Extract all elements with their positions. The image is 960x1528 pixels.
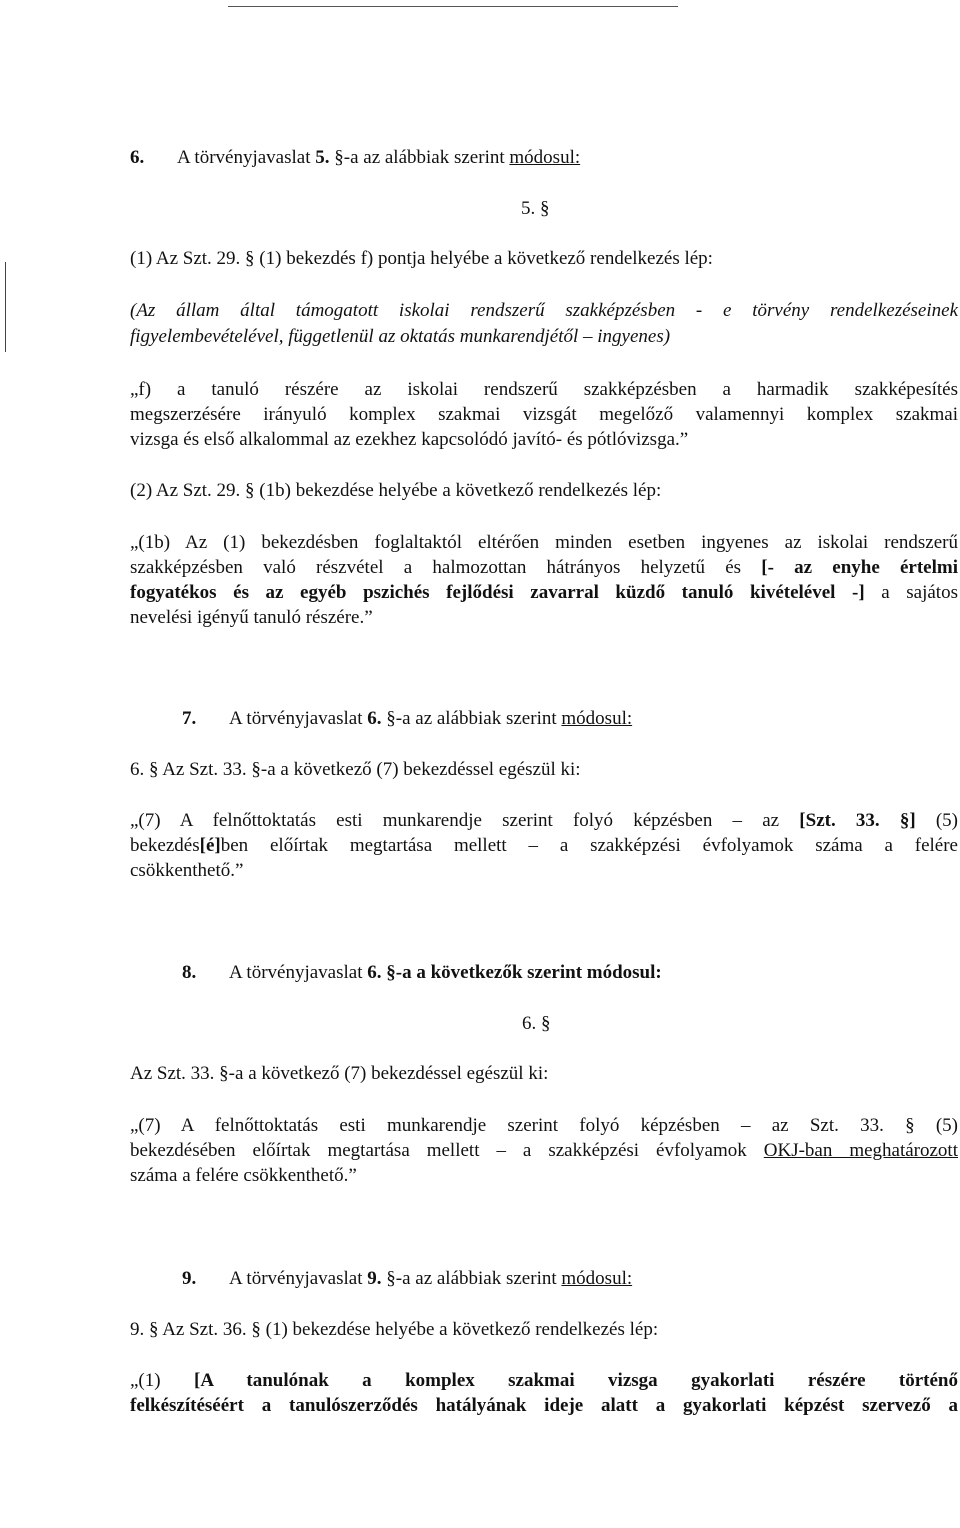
section-title: 5. § xyxy=(521,198,550,219)
amendment-text-line: bekezdésében előírtak megtartása mellett – a szakképzési évfolyamok OKJ-ban meghatározott xyxy=(130,1140,958,1161)
item-7-header: 7. A törvényjavaslat 6. §-a az alábbiak szerint módosul: xyxy=(182,706,632,732)
context-line: (Az állam által támogatott iskolai rendszerű szakképzésben - e törvény rendelkezéseinek xyxy=(130,300,958,321)
item-8-intro: Az Szt. 33. §-a a következő (7) bekezdéssel egészül ki: xyxy=(130,1063,549,1084)
item-number: 6. xyxy=(130,147,145,168)
amendment-text-line: „(7) A felnőttoktatás esti munkarendje szerint folyó képzésben – az Szt. 33. § (5) xyxy=(130,1115,958,1136)
amendment-text-line: száma a felére csökkenthető.” xyxy=(130,1165,357,1186)
scan-edge-line xyxy=(228,6,678,7)
paragraph-1-intro: (1) Az Szt. 29. § (1) bekezdés f) pontja helyébe a következő rendelkezés lép: xyxy=(130,248,713,269)
amendment-text-line: „(1b) Az (1) bekezdésben foglaltaktól eltérően minden esetben ingyenes az iskolai rendszerű xyxy=(130,532,958,553)
amendment-text-line: bekezdés[é]ben előírtak megtartása mellett – a szakképzési évfolyamok száma a felére xyxy=(130,835,958,856)
item-9-header: 9. A törvényjavaslat 9. §-a az alábbiak szerint módosul: xyxy=(182,1266,632,1292)
amendment-text-line: „(1) [A tanulónak a komplex szakmai vizsga gyakorlati részére történő xyxy=(130,1370,958,1391)
item-9-intro: 9. § Az Szt. 36. § (1) bekezdése helyébe a következő rendelkezés lép: xyxy=(130,1319,659,1340)
paragraph-2-intro: (2) Az Szt. 29. § (1b) bekezdése helyébe a következő rendelkezés lép: xyxy=(130,480,662,501)
item-number: 8. xyxy=(182,962,197,983)
amendment-text-line: megszerzésére irányuló komplex szakmai vizsgát megelőző valamennyi komplex szakmai xyxy=(130,404,958,425)
context-line: figyelembevételével, függetlenül az oktatás munkarendjétől – ingyenes) xyxy=(130,326,671,347)
item-8-header: 8. A törvényjavaslat 6. §-a a következők szerint módosul: xyxy=(182,960,662,986)
item-6-header: 6. A törvényjavaslat 5. §-a az alábbiak szerint módosul: xyxy=(130,145,580,171)
amendment-text-line: csökkenthető.” xyxy=(130,860,244,881)
amendment-text-line: felkészítéséért a tanulószerződés hatályának ideje alatt a gyakorlati képzést szervező a xyxy=(130,1395,958,1416)
amendment-text-line: „f) a tanuló részére az iskolai rendszerű szakképzésben a harmadik szakképesítés xyxy=(130,379,958,400)
item-number: 7. xyxy=(182,708,197,729)
amendment-text-line: fogyatékos és az egyéb pszichés fejlődési zavarral küzdő tanuló kivételével -] a sajátos xyxy=(130,582,958,603)
section-title: 6. § xyxy=(522,1013,551,1034)
amendment-text-line: szakképzésben való részvétel a halmozottan hátrányos helyzetű és [- az enyhe értelmi xyxy=(130,557,958,578)
amendment-text-line: vizsga és első alkalommal az ezekhez kapcsolódó javító- és pótlóvizsga.” xyxy=(130,429,689,450)
item-number: 9. xyxy=(182,1268,197,1289)
scan-margin-mark xyxy=(5,262,6,352)
item-7-intro: 6. § Az Szt. 33. §-a a következő (7) bekezdéssel egészül ki: xyxy=(130,759,581,780)
amendment-text-line: nevelési igényű tanuló részére.” xyxy=(130,607,373,628)
amendment-text-line: „(7) A felnőttoktatás esti munkarendje szerint folyó képzésben – az [Szt. 33. §] (5) xyxy=(130,810,958,831)
